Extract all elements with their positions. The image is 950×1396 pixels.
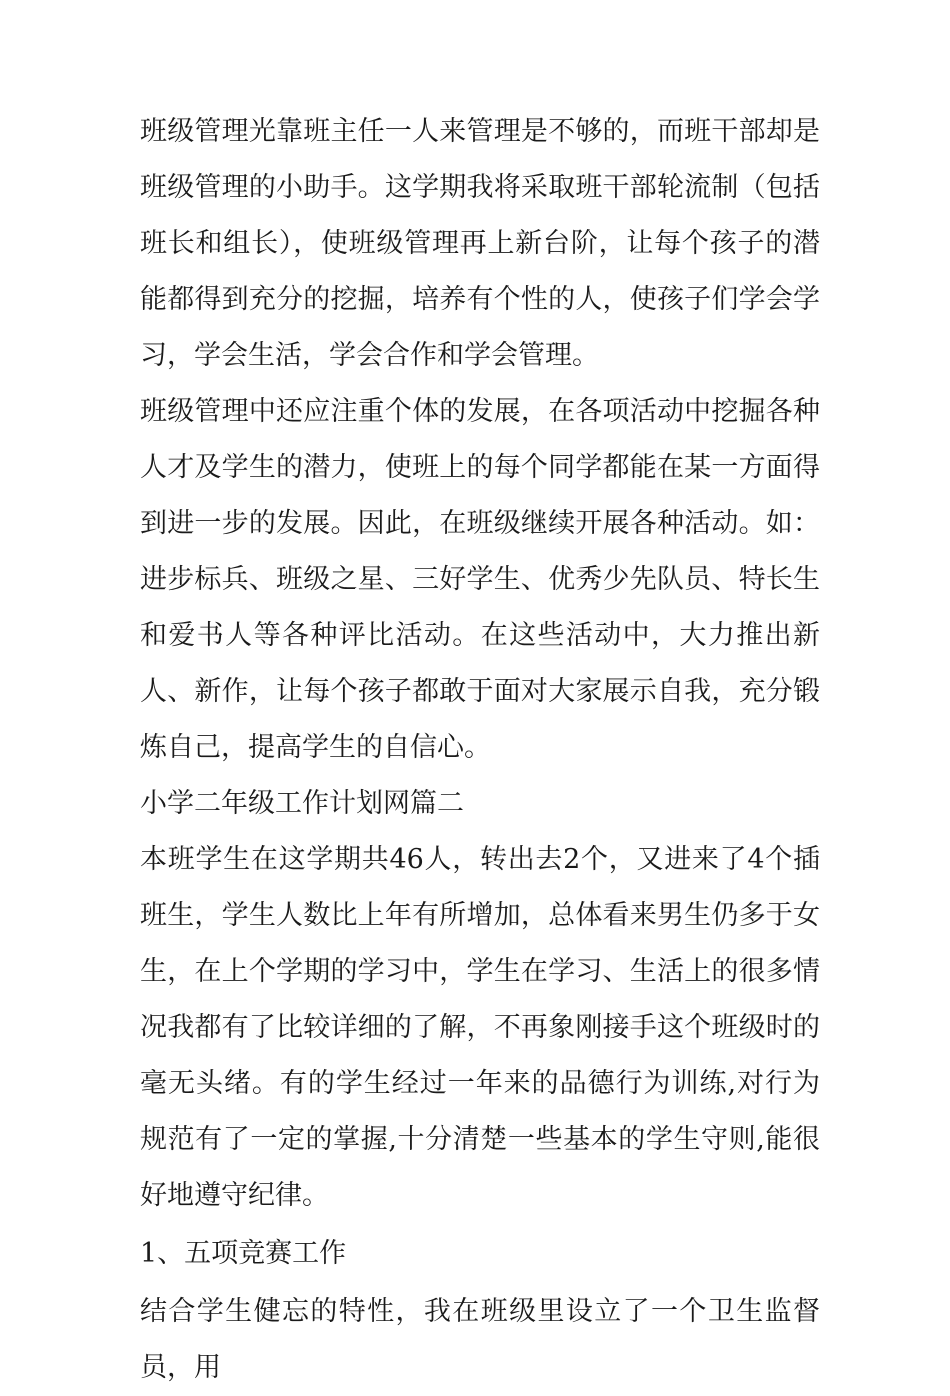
paragraph-individual-development: 班级管理中还应注重个体的发展，在各项活动中挖掘各种人才及学生的潜力，使班上的每个同学都能在某一方面得到进一步的发展。因此，在班级继续开展各种活动。如：进步标兵、班级之星、三好学生、优秀少先队员、特长生和爱书人等各种评比活动。在这些活动中，大力推出新人、新作，让每个孩子都敢于面对大家展示自我，充分锻炼自己，提高学生的自信心。: [140, 396, 820, 763]
paragraph-hygiene-supervisor: 结合学生健忘的特性，我在班级里设立了一个卫生监督员，用: [140, 1296, 820, 1383]
paragraph-class-overview: 本班学生在这学期共46人，转出去2个，又进来了4个插班生，学生人数比上年有所增加，总体看来男生仍多于女生，在上个学期的学习中，学生在学习、生活上的很多情况我都有了比较详细的了解，不再象刚接手这个班级时的毫无头绪。有的学生经过一年来的品德行为训练,对行为规范有了一定的掌握,十分清楚一些基本的学生守则,能很好地遵守纪律。: [140, 844, 820, 1211]
section-heading-part-two: 小学二年级工作计划网篇二: [140, 788, 464, 819]
subheading-five-competitions: 1、五项竞赛工作: [140, 1238, 347, 1269]
paragraph-class-management: 班级管理光靠班主任一人来管理是不够的，而班干部却是班级管理的小助手。这学期我将采取班干部轮流制（包括班长和组长），使班级管理再上新台阶，让每个孩子的潜能都得到充分的挖掘，培养有个性的人，使孩子们学会学习，学会生活，学会合作和学会管理。: [140, 116, 820, 371]
document-body: [140, 104, 820, 1396]
